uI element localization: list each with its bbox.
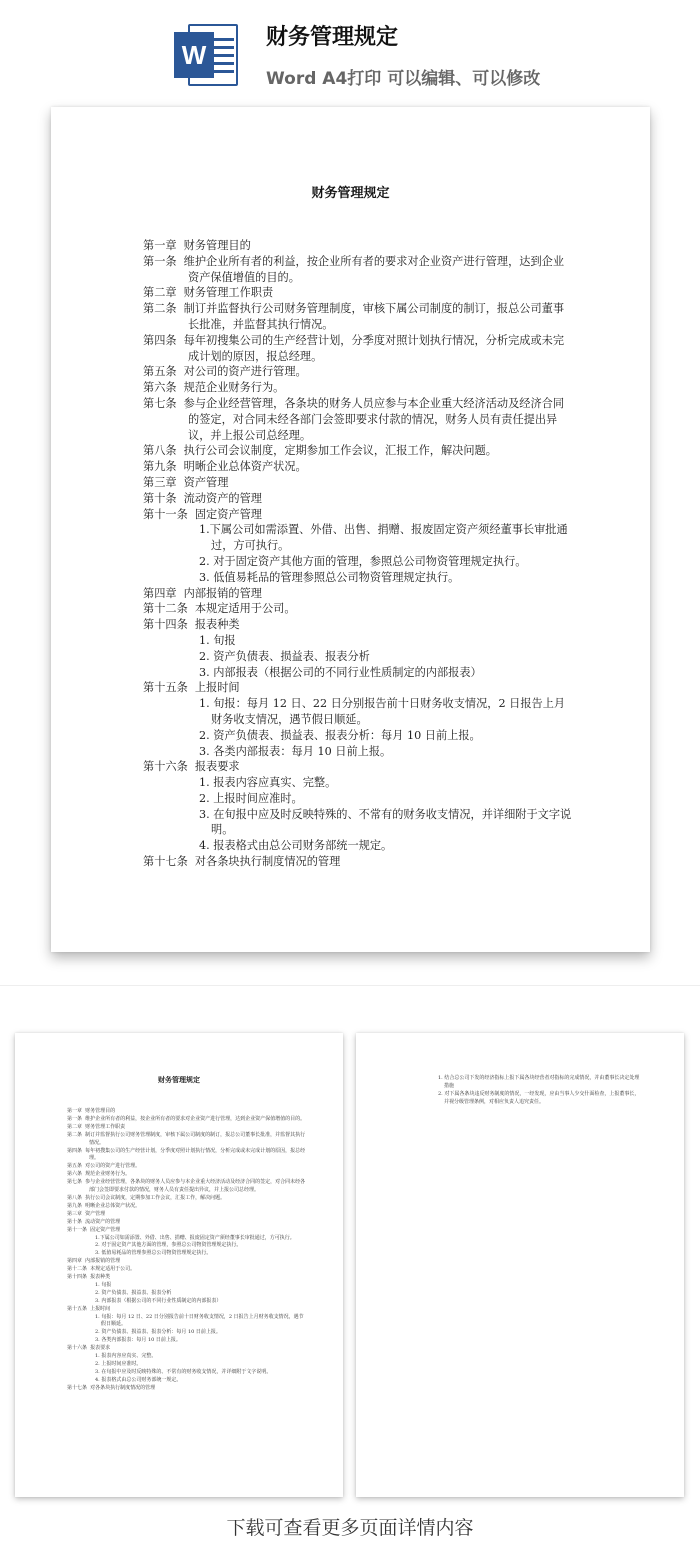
document-line: 2. 对于固定资产其他方面的管理，参照总公司物资管理规定执行。 — [95, 1242, 242, 1249]
document-line: 第十七条 对各条块执行制度情况的管理 — [67, 1384, 156, 1391]
document-line: 2. 资产负债表、损益表、报表分析 — [95, 1289, 172, 1296]
document-line: 1. 旬报：每月 12 日、22 日分别报告前十日财务收支情况，2 日报告上月财务收支情况，遇节假日顺延。 — [199, 697, 566, 726]
document-page-preview — [51, 107, 650, 952]
document-line: 2. 上报时间应准时。 — [95, 1361, 142, 1367]
document-line: 3. 各类内部报表：每月 10 日前上报。 — [199, 744, 392, 758]
document-line: 1. 旬报：每月 12 日、22 日分别报告前十日财务收支情况，2 日报告上月财务收支情况，遇节假日顺延。 — [95, 1313, 304, 1328]
thumbnail-body — [67, 1108, 307, 1393]
document-line: 3. 在旬报中应及时反映特殊的、不常有的财务收支情况，并详细附于文字说明。 — [199, 807, 572, 837]
document-line: 第十五条 上报时间 — [67, 1305, 111, 1312]
document-line: 第三章 资产管理 — [67, 1210, 106, 1217]
document-line: 第五条 对公司的资产进行管理。 — [67, 1163, 141, 1170]
document-line: 第六条 规范企业财务行为。 — [67, 1171, 131, 1178]
document-line: 第一章 财务管理目的 — [67, 1108, 116, 1114]
document-line: 第十六条 报表要求 — [67, 1345, 111, 1352]
document-line: 第一章 财务管理目的 — [143, 239, 251, 252]
document-line: 2. 上报时间应准时。 — [199, 791, 303, 805]
page-thumbnail-2[interactable] — [356, 1033, 684, 1497]
document-line: 1. 旬报 — [95, 1281, 112, 1288]
thumbnail-body — [436, 1075, 641, 1107]
document-line: 第五条 对公司的资产进行管理。 — [143, 365, 307, 379]
document-line: 2. 对于固定资产其他方面的管理，参照总公司物资管理规定执行。 — [199, 554, 527, 568]
word-letter-badge: W — [174, 32, 214, 78]
word-doc-icon — [174, 22, 240, 88]
document-title: 财务管理规定 — [311, 186, 390, 201]
document-line: 第二条 制订并监督执行公司财务管理制度，审核下属公司制度的制订，报总公司董事长批准，并监督其执行情况。 — [143, 302, 565, 331]
document-line: 第二条 制订并监督执行公司财务管理制度，审核下属公司制度的制订，报总公司董事长批准，并监督其执行情况。 — [67, 1131, 306, 1146]
document-line: 3. 低值易耗品的管理参照总公司物资管理规定执行。 — [95, 1250, 212, 1257]
document-line: 第八条 执行公司会议制度，定期参加工作会议，汇报工作，解决问题。 — [67, 1194, 226, 1201]
document-line: 2. 对下属各条块违反财务制度的情况，一经发现，应由当事人少交什面检查，上报董事长，并视分级管理条例，对相应负责人追究责任。 — [438, 1090, 640, 1105]
document-line: 第十四条 报表种类 — [143, 618, 240, 632]
document-line: 1. 报表内容应真实、完整。 — [199, 776, 337, 790]
page-thumbnail-1[interactable] — [15, 1033, 343, 1497]
document-line: 第十一条 固定资产管理 — [67, 1226, 121, 1233]
thumbnail-title: 财务管理规定 — [158, 1075, 200, 1084]
document-line: 第十条 流动资产的管理 — [67, 1218, 121, 1225]
document-line: 第九条 明晰企业总体资产状况。 — [67, 1202, 141, 1209]
document-line: 第四章 内部报销的管理 — [143, 586, 262, 600]
document-line: 2. 资产负债表、损益表、报表分析：每月 10 日前上报。 — [95, 1329, 221, 1336]
document-line: 第六条 规范企业财务行为。 — [143, 381, 285, 395]
document-line: 第十二条 本规定适用于公司。 — [67, 1266, 136, 1273]
document-line: 第十一条 固定资产管理 — [143, 507, 262, 521]
document-line: 第七条 参与企业经营管理，各条块的财务人员应参与本企业重大经济活动及经济合同的签定，对合同未经各部门会签即要求付款的情况，财务人员有责任提出异议，并上报公司总经理。 — [67, 1179, 306, 1194]
document-line: 2. 资产负债表、损益表、报表分析：每月 10 日前上报。 — [199, 728, 481, 742]
document-line: 第十六条 报表要求 — [143, 760, 240, 774]
page-title: 财务管理规定 — [266, 25, 399, 50]
document-line: 第四章 内部报销的管理 — [67, 1258, 121, 1265]
document-line: 第八条 执行公司会议制度，定期参加工作会议，汇报工作，解决问题。 — [143, 444, 497, 458]
document-line: 1.下属公司如需添置、外借、出售、捐赠、报废固定资产须经董事长审批通过，方可执行。 — [199, 523, 568, 553]
document-line: 第七条 参与企业经营管理，各条块的财务人员应参与本企业重大经济活动及经济合同的签定，对合同未经各部门会签即要求付款的情况，财务人员有责任提出异议，并上报公司总经理。 — [143, 396, 565, 442]
document-line: 第九条 明晰企业总体资产状况。 — [143, 460, 307, 474]
document-line: 1. 报表内容应真实、完整。 — [95, 1353, 157, 1360]
page-subtitle: Word A4打印 可以编辑、可以修改 — [266, 69, 541, 89]
document-line: 1. 结合总公司下发的经济指标上报下属各块经营者对指标的完成情况，并由董事长决定处理措施 — [438, 1075, 640, 1089]
document-line: 2. 资产负债表、损益表、报表分析 — [199, 649, 370, 663]
document-line: 3. 各类内部报表：每月 10 日前上报。 — [95, 1337, 181, 1344]
document-line: 第四条 每年初搜集公司的生产经营计划，分季度对照计划执行情况，分析完成或未完成计划的原因，报总经理。 — [67, 1147, 306, 1162]
document-line: 第十五条 上报时间 — [143, 681, 240, 695]
download-more-text[interactable]: 下载可查看更多页面详情内容 — [226, 1517, 474, 1539]
document-line: 第二章 财务管理工作职责 — [143, 286, 274, 300]
document-line: 第十七条 对各条块执行制度情况的管理 — [143, 855, 341, 869]
document-line: 4. 报表格式由总公司财务部统一规定。 — [199, 839, 393, 853]
section-divider — [0, 985, 700, 986]
document-line: 4. 报表格式由总公司财务部统一规定。 — [95, 1376, 182, 1383]
document-line: 第十二条 本规定适用于公司。 — [143, 602, 296, 616]
document-line: 1.下属公司如需添置、外借、出售、捐赠、报废固定资产须经董事长审批通过，方可执行。 — [95, 1234, 295, 1241]
document-line: 3. 在旬报中应及时反映特殊的、不常有的财务收支情况，并详细附于文字说明。 — [95, 1368, 272, 1375]
document-line: 第十条 流动资产的管理 — [143, 491, 262, 505]
document-line: 第三章 资产管理 — [143, 475, 229, 489]
document-line: 3. 内部报表（根据公司的不同行业性质制定的内部报表） — [199, 665, 482, 679]
document-line: 1. 旬报 — [199, 633, 236, 647]
document-line: 第一条 维护企业所有者的利益，按企业所有者的要求对企业资产进行管理，达到企业资产保值增值的目的。 — [143, 254, 565, 284]
document-line: 3. 低值易耗品的管理参照总公司物资管理规定执行。 — [199, 570, 460, 584]
document-line: 第四条 每年初搜集公司的生产经营计划，分季度对照计划执行情况，分析完成或未完成计划的原因，报总经理。 — [143, 333, 565, 363]
document-line: 第二章 财务管理工作职责 — [67, 1123, 126, 1130]
document-body — [143, 238, 573, 870]
document-line: 3. 内部报表（根据公司的不同行业性质制定的内部报表） — [95, 1297, 222, 1304]
document-line: 第一条 维护企业所有者的利益，按企业所有者的要求对企业资产进行管理，达到企业资产保值增值的目的。 — [67, 1115, 306, 1122]
document-line: 第十四条 报表种类 — [67, 1274, 111, 1281]
